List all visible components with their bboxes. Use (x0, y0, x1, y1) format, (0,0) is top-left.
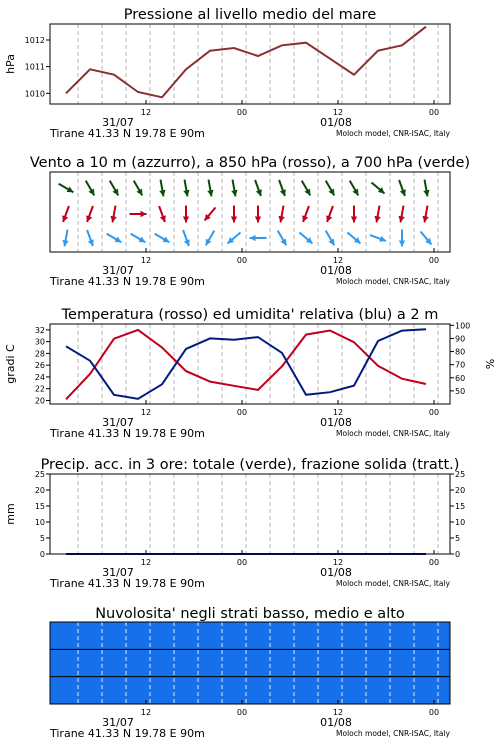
wind-arrow (255, 180, 262, 196)
wind-arrow (155, 234, 170, 243)
date-label: 31/07 (102, 716, 134, 729)
wind-arrow (351, 206, 357, 223)
wind-arrow (278, 206, 284, 223)
y-tick-label: 28 (34, 349, 45, 359)
wind-arrow (134, 181, 143, 196)
precipitation-frame (50, 474, 450, 554)
y2-tick-label: 0 (455, 550, 461, 559)
wind-arrow (110, 206, 116, 223)
wind-arrow (279, 180, 286, 196)
y-tick-label: 1011 (24, 62, 45, 72)
wind-arrow (87, 230, 94, 246)
y2-tick-label: 80 (455, 347, 466, 357)
temperature-ylabel: gradi C (4, 344, 17, 384)
x-tick-label: 00 (236, 708, 248, 717)
y-tick-label: 24 (34, 372, 45, 382)
wind-arrow (374, 206, 380, 223)
wind-arrow (398, 206, 404, 223)
model-label: Moloch model, CNR-ISAC, Italy (336, 129, 450, 138)
wind-arrow-head (183, 217, 189, 223)
wind-arrow (183, 180, 189, 197)
location-label: Tirane 41.33 N 19.78 E 90m (50, 427, 205, 440)
humidity-ylabel: % (483, 358, 496, 370)
y-tick-label: 25 (34, 470, 45, 479)
precipitation-panel (4, 457, 465, 590)
y2-tick-label: 90 (455, 334, 466, 344)
date-label: 01/08 (320, 264, 352, 277)
wind-arrow (206, 231, 215, 246)
date-label: 31/07 (102, 116, 134, 129)
x-tick-label: 12 (140, 708, 152, 717)
location-label: Tirane 41.33 N 19.78 E 90m (50, 127, 205, 140)
wind-frame (50, 172, 450, 252)
wind-arrow (350, 181, 359, 196)
wind-arrow (370, 235, 386, 242)
wind-title: Vento a 10 m (azzurro), a 850 hPa (rosso), a 700 hPa (verde) (29, 155, 471, 171)
wind-arrow (326, 206, 333, 222)
y2-tick-label: 25 (455, 470, 466, 479)
wind-arrow (205, 207, 216, 220)
x-tick-label: 00 (428, 408, 440, 417)
x-tick-label: 00 (428, 708, 440, 717)
pressure-frame (50, 24, 450, 104)
wind-arrow (302, 181, 311, 196)
wind-arrow (326, 181, 335, 196)
y-tick-label: 30 (34, 337, 45, 347)
y2-tick-label: 20 (455, 486, 466, 495)
y-tick-label: 26 (34, 361, 45, 371)
y-tick-label: 10 (34, 518, 45, 527)
model-label: Moloch model, CNR-ISAC, Italy (336, 429, 450, 438)
y-tick-label: 20 (34, 396, 45, 406)
y-tick-label: 15 (34, 502, 45, 511)
x-tick-label: 12 (332, 408, 344, 417)
wind-arrow (326, 231, 335, 246)
wind-arrow (159, 206, 166, 222)
date-label: 31/07 (102, 416, 134, 429)
x-tick-label: 00 (236, 408, 248, 417)
date-label: 01/08 (320, 116, 352, 129)
x-tick-label: 12 (140, 408, 152, 417)
wind-arrow-head (351, 217, 357, 223)
wind-arrow-head (399, 241, 405, 247)
y-tick-label: 32 (34, 325, 45, 335)
x-tick-label: 00 (428, 558, 440, 567)
y2-tick-label: 50 (455, 386, 466, 396)
wind-arrow (399, 230, 405, 247)
precipitation-ylabel: mm (4, 503, 17, 525)
y2-tick-label: 70 (455, 360, 466, 370)
date-label: 31/07 (102, 566, 134, 579)
date-label: 31/07 (102, 264, 134, 277)
wind-arrow (347, 233, 360, 244)
x-tick-label: 12 (140, 108, 152, 117)
wind-arrow (62, 206, 69, 222)
wind-arrow (62, 230, 68, 247)
wind-arrow (299, 233, 312, 244)
wind-arrow (86, 206, 93, 222)
y-tick-label: 0 (39, 550, 45, 559)
wind-arrow (131, 234, 146, 243)
x-tick-label: 12 (332, 558, 344, 567)
temperature-panel (4, 307, 496, 440)
wind-panel (30, 155, 470, 288)
wind-arrow (422, 206, 428, 223)
wind-arrow (107, 234, 122, 243)
x-tick-label: 00 (428, 108, 440, 117)
wind-arrow (110, 181, 119, 196)
temperature-title: Temperatura (rosso) ed umidita' relativa (blu) a 2 m (61, 307, 439, 323)
x-tick-label: 12 (140, 558, 152, 567)
pressure-panel (4, 7, 451, 140)
y-tick-label: 1010 (24, 89, 45, 99)
wind-arrow (159, 180, 165, 197)
model-label: Moloch model, CNR-ISAC, Italy (336, 579, 450, 588)
location-label: Tirane 41.33 N 19.78 E 90m (50, 275, 205, 288)
y-tick-label: 22 (34, 384, 45, 394)
x-tick-label: 00 (236, 558, 248, 567)
wind-arrow (278, 231, 287, 246)
y-tick-label: 1012 (24, 36, 45, 45)
y2-tick-label: 15 (455, 502, 466, 511)
precipitation-title: Precip. acc. in 3 ore: totale (verde), frazione solida (tratt.) (40, 457, 460, 473)
cloud-panel (49, 606, 451, 740)
x-tick-label: 00 (236, 256, 248, 265)
wind-arrow (250, 235, 267, 241)
wind-arrow (59, 184, 74, 193)
wind-arrow (421, 231, 432, 244)
wind-arrow (371, 183, 384, 194)
wind-arrow (86, 181, 95, 196)
location-label: Tirane 41.33 N 19.78 E 90m (50, 577, 205, 590)
wind-arrow (207, 180, 213, 197)
date-label: 01/08 (320, 716, 352, 729)
model-label: Moloch model, CNR-ISAC, Italy (336, 729, 450, 738)
wind-arrow (231, 206, 237, 223)
y-tick-label: 5 (39, 534, 45, 543)
x-tick-label: 12 (332, 256, 344, 265)
wind-arrow-head (250, 235, 256, 241)
wind-arrow-head (141, 211, 147, 217)
x-tick-label: 00 (236, 108, 248, 117)
wind-arrow-head (255, 217, 261, 223)
wind-arrow (231, 180, 237, 197)
pressure-ylabel: hPa (4, 54, 17, 74)
location-label: Tirane 41.33 N 19.78 E 90m (50, 727, 205, 740)
x-tick-label: 12 (332, 708, 344, 717)
wind-arrow (423, 180, 429, 197)
model-label: Moloch model, CNR-ISAC, Italy (336, 277, 450, 286)
wind-arrow (227, 233, 240, 244)
wind-arrow (255, 206, 261, 223)
y-tick-label: 20 (34, 486, 45, 495)
y2-tick-label: 100 (455, 321, 471, 331)
x-tick-label: 12 (140, 256, 152, 265)
x-tick-label: 12 (332, 108, 344, 117)
wind-arrow (183, 230, 190, 246)
wind-arrow (302, 206, 309, 222)
cloud-title: Nuvolosita' negli strati basso, medio e alto (95, 606, 405, 622)
wind-arrow (183, 206, 189, 223)
wind-arrow (399, 180, 406, 196)
y2-tick-label: 60 (455, 373, 466, 383)
wind-arrow (130, 211, 147, 217)
date-label: 01/08 (320, 416, 352, 429)
y2-tick-label: 10 (455, 518, 466, 527)
wind-arrow-head (231, 217, 237, 223)
y2-tick-label: 5 (455, 534, 461, 543)
x-tick-label: 00 (428, 256, 440, 265)
date-label: 01/08 (320, 566, 352, 579)
pressure-title: Pressione al livello medio del mare (123, 7, 377, 23)
